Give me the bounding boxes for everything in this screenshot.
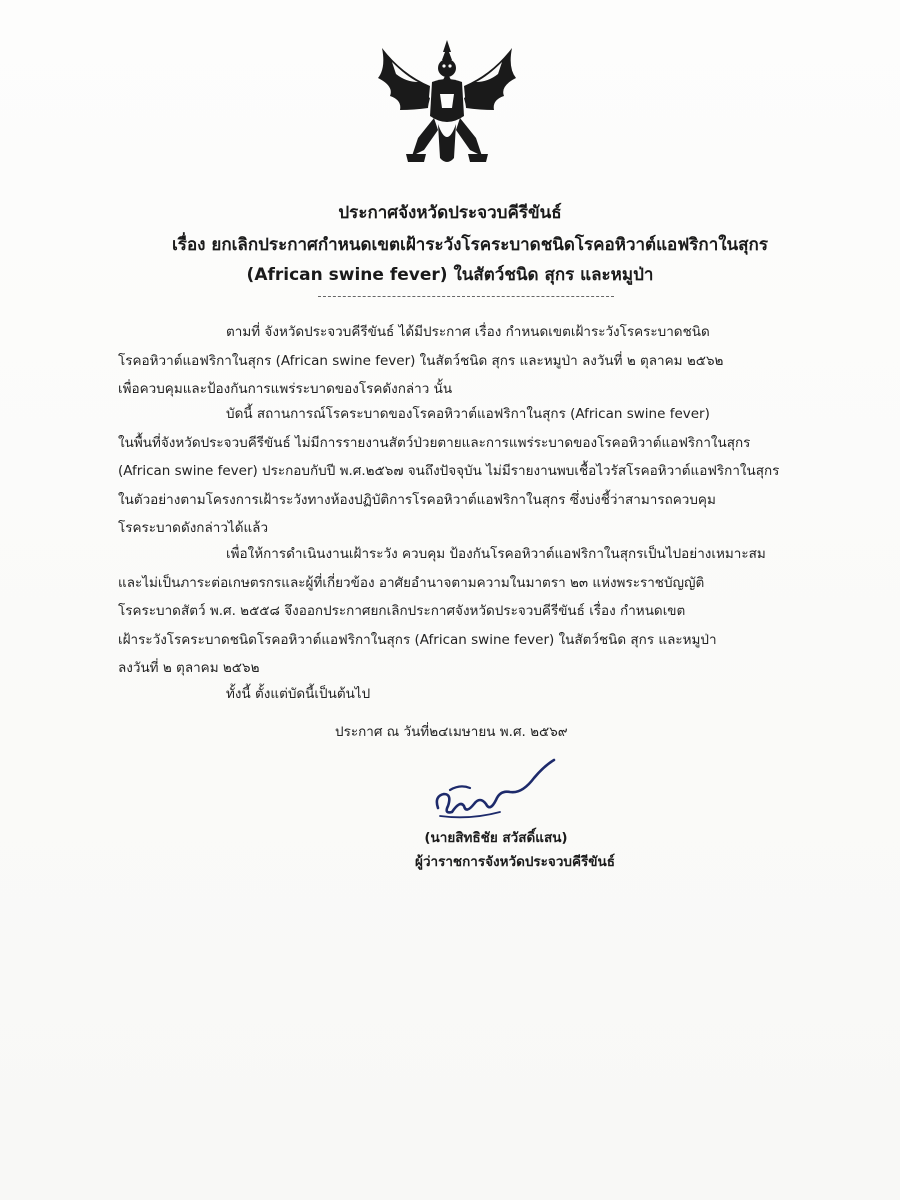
- paragraph-1: [118, 318, 826, 404]
- signer-name: (นายสิทธิชัย สวัสดิ์แสน): [424, 830, 568, 846]
- paragraph-2: [118, 400, 826, 543]
- paragraph-line: ทั้งนี้ ตั้งแต่บัดนี้เป็นต้นไป: [226, 686, 371, 702]
- signer-title: ผู้ว่าราชการจังหวัดประจวบคีรีขันธ์: [415, 854, 615, 870]
- document-subject-line2: (African swine fever) ในสัตว์ชนิด สุกร และหมูป่า: [246, 265, 654, 285]
- paragraph-line: และไม่เป็นภาระต่อเกษตรกรและผู้ที่เกี่ยวข้อง อาศัยอำนาจตามความในมาตรา ๒๓ แห่งพระราชบัญญัติ: [118, 574, 705, 591]
- document-subject-line1: เรื่อง ยกเลิกประกาศกำหนดเขตเฝ้าระวังโรคระบาดชนิดโรคอหิวาต์แอฟริกาในสุกร: [172, 235, 768, 255]
- paragraph-line: โรคอหิวาต์แอฟริกาในสุกร (African swine fever) ในสัตว์ชนิด สุกร และหมูป่า ลงวันที่ ๒ ตุลาคม ๒๕๖๒: [118, 352, 724, 369]
- paragraph-3: [118, 540, 826, 683]
- document-title: ประกาศจังหวัดประจวบคีรีขันธ์: [338, 203, 562, 223]
- handwritten-signature: [430, 756, 560, 826]
- paragraph-line: โรคระบาดดังกล่าวได้แล้ว: [118, 520, 269, 536]
- paragraph-line: (African swine fever) ประกอบกับปี พ.ศ.๒๕๖๗ จนถึงปัจจุบัน ไม่มีรายงานพบเชื้อไวรัสโรคอหิวาต์แอฟริกาในสุกร: [118, 463, 780, 479]
- paragraph-line: เพื่อให้การดำเนินงานเฝ้าระวัง ควบคุม ป้องกันโรคอหิวาต์แอฟริกาในสุกรเป็นไปอย่างเหมาะสม: [226, 546, 766, 562]
- paragraph-line: ตามที่ จังหวัดประจวบคีรีขันธ์ ได้มีประกาศ เรื่อง กำหนดเขตเฝ้าระวังโรคระบาดชนิด: [226, 324, 710, 340]
- paragraph-line: เพื่อควบคุมและป้องกันการแพร่ระบาดของโรคดังกล่าว นั้น: [118, 381, 453, 397]
- announcement-date: ประกาศ ณ วันที่๒๔เมษายน พ.ศ. ๒๕๖๙: [335, 724, 568, 740]
- paragraph-line: ลงวันที่ ๒ ตุลาคม ๒๕๖๒: [118, 660, 260, 676]
- paragraph-4: [118, 680, 826, 709]
- title-divider: [318, 296, 614, 297]
- paragraph-line: ในตัวอย่างตามโครงการเฝ้าระวังทางห้องปฏิบัติการโรคอหิวาต์แอฟริกาในสุกร ซึ่งบ่งชี้ว่าสามารถควบคุม: [118, 491, 716, 508]
- paragraph-line: โรคระบาดสัตว์ พ.ศ. ๒๕๕๘ จึงออกประกาศยกเลิกประกาศจังหวัดประจวบคีรีขันธ์ เรื่อง กำหนดเขต: [118, 603, 686, 619]
- paragraph-line: บัดนี้ สถานการณ์โรคระบาดของโรคอหิวาต์แอฟริกาในสุกร (African swine fever): [226, 406, 710, 422]
- paragraph-line: เฝ้าระวังโรคระบาดชนิดโรคอหิวาต์แอฟริกาในสุกร (African swine fever) ในสัตว์ชนิด สุกร และหมูป่า: [118, 631, 717, 648]
- paragraph-line: ในพื้นที่จังหวัดประจวบคีรีขันธ์ ไม่มีการรายงานสัตว์ป่วยตายและการแพร่ระบาดของโรคอหิวาต์แอฟริกาในสุกร: [118, 434, 751, 451]
- garuda-emblem-icon: [372, 38, 522, 170]
